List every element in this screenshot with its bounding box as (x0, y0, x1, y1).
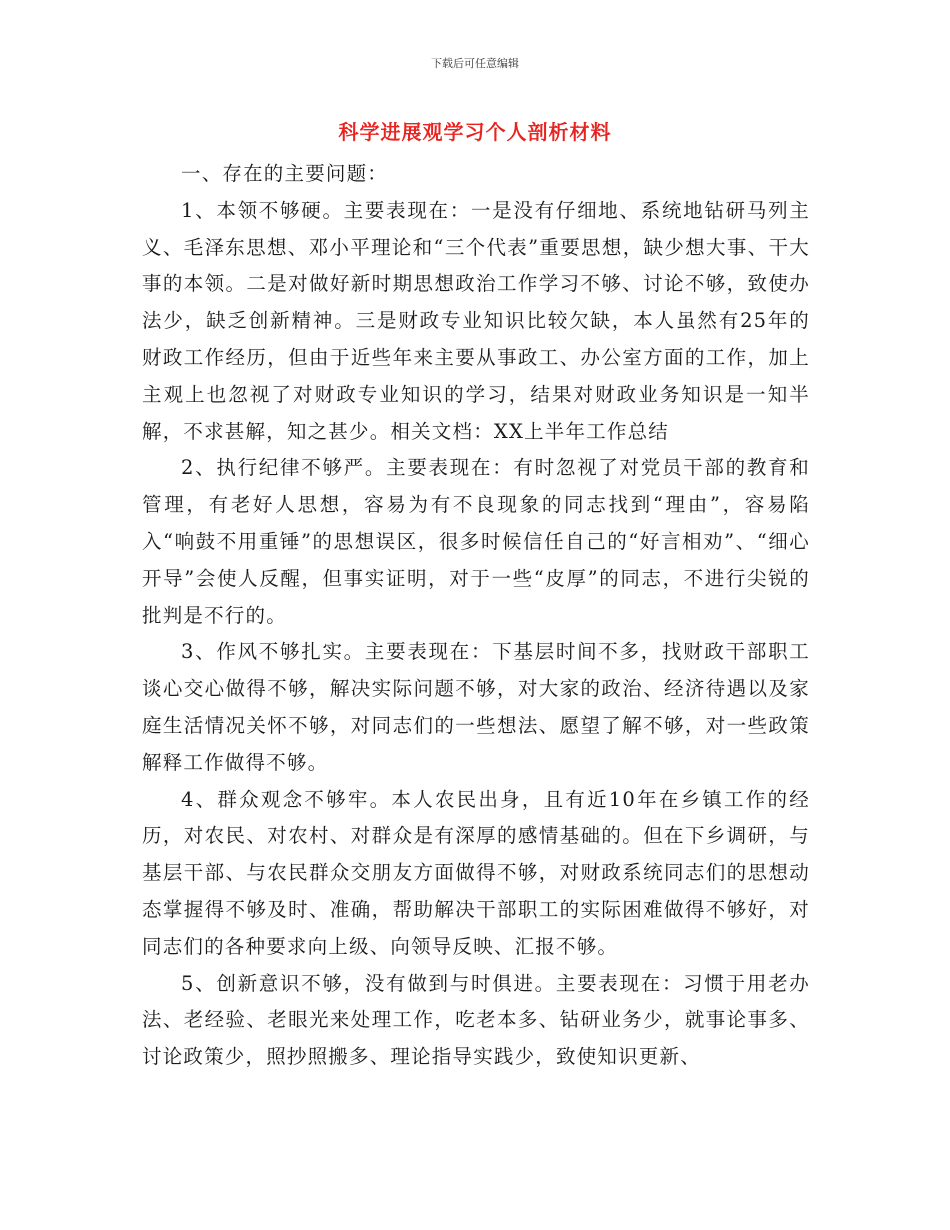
paragraph-3: 3、作风不够扎实。主要表现在：下基层时间不多，找财政干部职工谈心交心做得不够，解决实际问题不够，对大家的政治、经济待遇以及家庭生活情况关怀不够，对同志们的一些想法、愿望了解不够，对一些政策解释工作做得不够。 (142, 640, 810, 774)
document-body (142, 156, 810, 1076)
section-heading: 一、存在的主要问题： (181, 162, 389, 185)
document-title: 科学进展观学习个人剖析材料 (338, 120, 612, 144)
header-note: 下载后可任意编辑 (431, 57, 519, 70)
paragraph-1: 1、本领不够硬。主要表现在：一是没有仔细地、系统地钻研马列主义、毛泽东思想、邓小平理论和“三个代表”重要思想，缺少想大事、干大事的本领。二是对做好新时期思想政治工作学习不够、讨论不够，致使办法少，缺乏创新精神。三是财政专业知识比较欠缺，本人虽然有25年的财政工作经历，但由于近些年来主要从事政工、办公室方面的工作，加上主观上也忽视了对财政专业知识的学习，结果对财政业务知识是一知半解，不求甚解，知之甚少。相关文档：XX上半年工作总结 (142, 198, 810, 443)
paragraph-4: 4、群众观念不够牢。本人农民出身，且有近10年在乡镇工作的经历，对农民、对农村、对群众是有深厚的感情基础的。但在下乡调研，与基层干部、与农民群众交朋友方面做得不够，对财政系统同志们的思想动态掌握得不够及时、准确，帮助解决干部职工的实际困难做得不够好，对同志们的各种要求向上级、向领导反映、汇报不够。 (142, 787, 810, 958)
paragraph-5: 5、创新意识不够，没有做到与时俱进。主要表现在：习惯于用老办法、老经验、老眼光来处理工作，吃老本多、钻研业务少，就事论事多、讨论政策少，照抄照搬多、理论指导实践少，致使知识更新、 (142, 971, 810, 1069)
paragraph-2: 2、执行纪律不够严。主要表现在：有时忽视了对党员干部的教育和管理，有老好人思想，容易为有不良现象的同志找到“理由”，容易陷入“响鼓不用重锤”的思想误区，很多时候信任自己的“好言相劝”、“细心开导”会使人反醒，但事实证明，对于一些“皮厚”的同志，不进行尖锐的批判是不行的。 (142, 456, 810, 627)
